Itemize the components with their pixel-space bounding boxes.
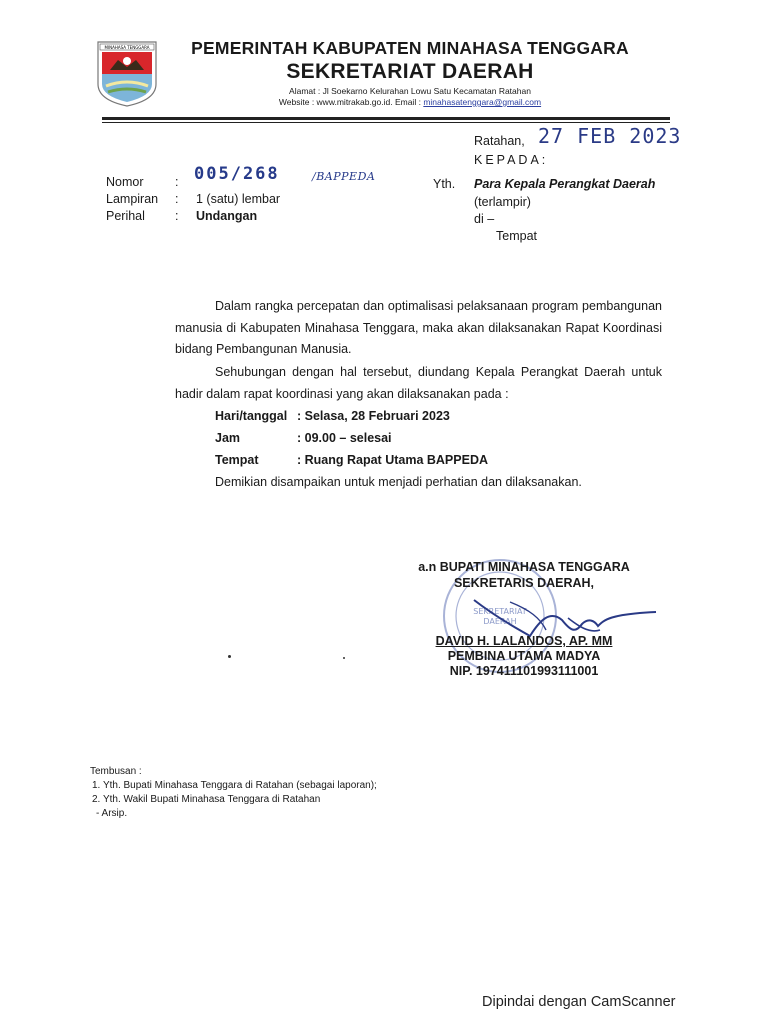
tembusan-item: - Arsip. [96,808,128,819]
lampiran-label: Lampiran [106,192,159,206]
signatory-rank: PEMBINA UTAMA MADYA [447,649,601,663]
detail-value-date: : Selasa, 28 Februari 2023 [297,409,450,423]
email-link[interactable]: minahasatenggara@gmail.com [423,97,542,107]
nomor-stamp: 005/268 [194,164,280,184]
signatory-position: SEKRETARIS DAERAH, [453,576,595,590]
tembusan-item: 2. Yth. Wakil Bupati Minahasa Tenggara di Ratahan [92,794,321,805]
body-paragraph-1: Dalam rangka percepatan dan optimalisasi pelaksanaan program pembangunan manusia di Kabupaten Minahasa Tenggara, maka akan dilaksanakan Rapat Koordinasi bidang Pembangunan Manusia. [175,299,662,356]
detail-label-place: Tempat [215,453,259,467]
scan-speck [228,655,231,658]
body-paragraph-2: Sehubungan dengan hal tersebut, diundang Kepala Perangkat Daerah untuk hadir dalam rapat koordinasi yang akan dilaksanakan pada : [175,365,662,401]
detail-label-time: Jam [215,431,241,445]
addressee-note: (terlampir) [474,195,531,209]
detail-value-time: : 09.00 – selesai [297,431,392,445]
logo-lettering: MINAHASA TENGGARA [104,45,150,50]
nomor-label: Nomor [106,175,144,189]
seal-lettering: SEKRETARIAT [473,607,527,616]
signatory-nip: NIP. 197411101993111001 [449,664,599,678]
perihal-colon: : [175,209,179,223]
nomor-colon: : [175,175,179,189]
letterhead-rule-thick [102,117,670,120]
tembusan-item: 1. Yth. Bupati Minahasa Tenggara di Ratahan (sebagai laporan); [92,780,377,791]
addressee-name: Para Kepala Perangkat Daerah [474,177,656,191]
nomor-suffix: /BAPPEDA [312,170,376,183]
detail-label-date: Hari/tanggal [215,409,288,423]
lampiran-colon: : [175,192,179,206]
perihal-value: Undangan [196,209,258,223]
tembusan-title: Tembusan : [90,766,142,777]
closing-sentence: Demikian disampaikan untuk menjadi perhatian dan dilaksanakan. [215,475,582,489]
letterhead-contact [165,97,655,107]
letterhead-address: Alamat : Jl Soekarno Kelurahan Lowu Satu Kecamatan Ratahan [289,86,531,96]
perihal-label: Perihal [106,209,145,223]
signatory-name: DAVID H. LALANDOS, AP. MM [435,634,613,648]
website-text: Website : www.mitrakab.go.id. Email : [278,97,421,107]
date-stamp: 27 FEB 2023 [538,124,682,148]
letterhead-office: SEKRETARIAT DAERAH [286,60,534,83]
svg-text:DAERAH: DAERAH [483,617,517,626]
detail-value-place: : Ruang Rapat Utama BAPPEDA [297,453,488,467]
scanner-watermark: Dipindai dengan CamScanner [482,994,676,1010]
signatory-on-behalf: a.n BUPATI MINAHASA TENGGARA [418,560,630,574]
regency-logo [96,40,158,108]
lampiran-value: 1 (satu) lembar [196,192,281,206]
addressee-di: di – [474,212,495,226]
letterhead-government: PEMERINTAH KABUPATEN MINAHASA TENGGARA [191,38,629,58]
letter-place: Ratahan, [474,134,525,148]
scan-speck [343,657,345,659]
yth-label: Yth. [433,177,456,191]
kepada-label: KEPADA: [474,153,549,167]
addressee-place: Tempat [496,229,537,243]
letterhead-rule-thin [102,122,670,123]
